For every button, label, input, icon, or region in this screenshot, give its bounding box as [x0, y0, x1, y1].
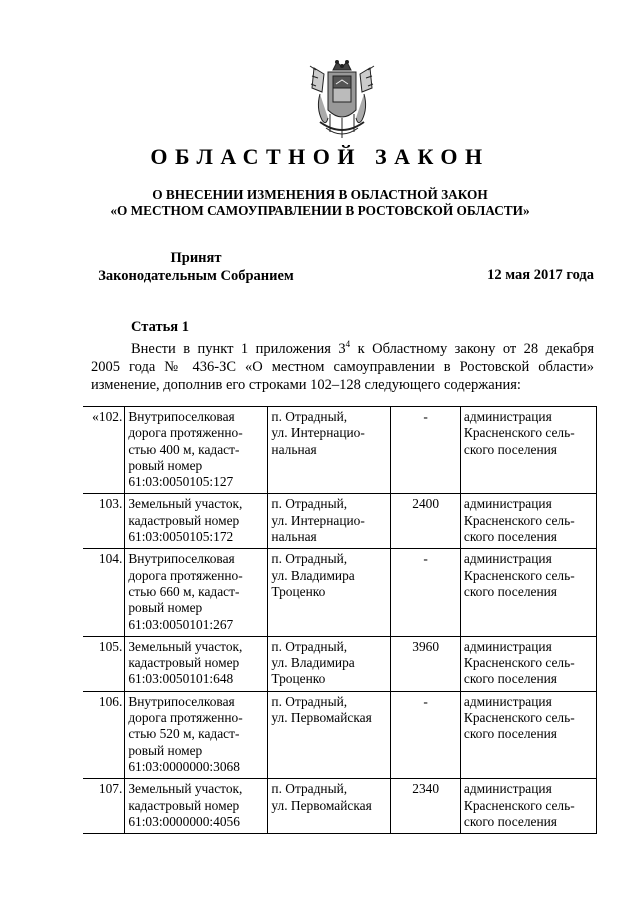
row-number: 104.: [83, 549, 125, 636]
object-cell: [125, 407, 268, 494]
object-cell-line: 61:03:0050105:127: [128, 474, 234, 490]
object-cell-line: стью 400 м, кадаст-: [128, 441, 240, 457]
owner-cell-line: Красненского сель-: [463, 425, 575, 441]
owner-cell-line: администрация: [463, 781, 552, 797]
owner-cell: [460, 494, 596, 549]
object-cell: [125, 636, 268, 691]
object-cell-line: кадастровый номер: [128, 797, 240, 813]
area-cell: -: [391, 691, 461, 778]
location-cell: [268, 549, 391, 636]
coat-of-arms-emblem: [306, 58, 378, 142]
location-cell-line: ул. Владимира: [271, 567, 355, 583]
owner-cell-line: администрация: [463, 638, 552, 654]
paragraph-line-3: изменение, дополнив его строками 102–128 следующего содержания:: [91, 377, 521, 393]
location-cell-line: нальная: [271, 529, 317, 545]
location-cell-line: п. Отрадный,: [271, 409, 348, 424]
location-cell-line: ул. Первомайская: [271, 710, 372, 726]
location-cell-line: Троценко: [271, 583, 326, 599]
object-cell-line: Внутрипоселковая: [128, 693, 235, 709]
owner-cell-line: ского поселения: [463, 726, 557, 742]
location-cell-line: ул. Интернацио-: [271, 425, 365, 441]
adoption-date: 12 мая 2017 года: [487, 267, 594, 283]
object-cell-line: дорога протяженно-: [128, 710, 243, 726]
owner-cell: [460, 549, 596, 636]
table-row: [83, 549, 597, 636]
object-cell-line: ровый номер: [128, 600, 203, 616]
object-cell-line: 61:03:0050101:267: [128, 616, 234, 632]
location-cell-line: п. Отрадный,: [271, 781, 348, 797]
object-cell-line: 61:03:0000000:4056: [128, 813, 240, 829]
object-cell-line: 61:03:0050101:648: [128, 671, 234, 687]
object-cell-line: Внутрипоселковая: [128, 551, 235, 567]
owner-cell-line: администрация: [463, 693, 552, 709]
owner-cell: [460, 407, 596, 494]
location-cell-line: ул. Интернацио-: [271, 512, 365, 528]
owner-cell: [460, 779, 596, 834]
adopted-label: Принят: [170, 250, 222, 266]
table-row: [83, 494, 597, 549]
object-cell: [125, 549, 268, 636]
area-cell: 3960: [391, 636, 461, 691]
location-cell: [268, 779, 391, 834]
law-subtitle-line2: «О МЕСТНОМ САМОУПРАВЛЕНИИ В РОСТОВСКОЙ ОБЛАСТИ»: [110, 203, 530, 218]
object-cell-line: кадастровый номер: [128, 655, 240, 671]
object-cell-line: дорога протяженно-: [128, 567, 243, 583]
object-cell-line: дорога протяженно-: [128, 425, 243, 441]
object-cell: [125, 779, 268, 834]
property-table: [83, 406, 597, 834]
object-cell-line: стью 660 м, кадаст-: [128, 583, 240, 599]
owner-cell-line: администрация: [463, 551, 552, 567]
owner-cell: [460, 636, 596, 691]
row-number: 103.: [83, 494, 125, 549]
area-cell: -: [391, 407, 461, 494]
table-row: [83, 691, 597, 778]
owner-cell-line: Красненского сель-: [463, 797, 575, 813]
owner-cell-line: Красненского сель-: [463, 567, 575, 583]
location-cell-line: п. Отрадный,: [271, 551, 348, 567]
owner-cell-line: Красненского сель-: [463, 512, 575, 528]
object-cell-line: Внутрипоселковая: [128, 409, 235, 424]
object-cell: [125, 691, 268, 778]
object-cell-line: 61:03:0050105:172: [128, 529, 234, 545]
object-cell: [125, 494, 268, 549]
object-cell-line: ровый номер: [128, 457, 203, 473]
object-cell-line: кадастровый номер: [128, 512, 240, 528]
table-row: [83, 779, 597, 834]
row-number: «102.: [83, 407, 125, 494]
object-cell-line: стью 520 м, кадаст-: [128, 726, 240, 742]
location-cell-line: нальная: [271, 441, 317, 457]
owner-cell-line: ского поселения: [463, 529, 557, 545]
owner-cell-line: ского поселения: [463, 813, 557, 829]
owner-cell-line: Красненского сель-: [463, 710, 575, 726]
location-cell: [268, 636, 391, 691]
owner-cell-line: Красненского сель-: [463, 655, 575, 671]
adoption-info: [91, 249, 301, 285]
owner-cell: [460, 691, 596, 778]
owner-cell-line: ского поселения: [463, 441, 557, 457]
paragraph-line-2: 2005 года № 436-ЗС «О местном самоуправлении в Ростовской области»: [91, 359, 594, 375]
location-cell: [268, 407, 391, 494]
row-number: 107.: [83, 779, 125, 834]
row-number: 106.: [83, 691, 125, 778]
location-cell: [268, 691, 391, 778]
table-row: [83, 636, 597, 691]
object-cell-line: ровый номер: [128, 742, 203, 758]
object-cell-line: 61:03:0000000:3068: [128, 758, 240, 774]
location-cell: [268, 494, 391, 549]
owner-cell-line: администрация: [463, 409, 552, 424]
paragraph-line-1: Внести в пункт 1 приложения $3^4$ к Областному закону от 28 декабря: [131, 339, 594, 357]
owner-cell-line: ского поселения: [463, 583, 557, 599]
article-paragraph: [91, 340, 594, 394]
location-cell-line: Троценко: [271, 671, 326, 687]
location-cell-line: п. Отрадный,: [271, 638, 348, 654]
location-cell-line: ул. Первомайская: [271, 797, 372, 813]
adopted-by: Законодательным Собранием: [98, 268, 294, 284]
area-cell: 2400: [391, 494, 461, 549]
row-number: 105.: [83, 636, 125, 691]
owner-cell-line: администрация: [463, 496, 552, 512]
law-subtitle-line1: О ВНЕСЕНИИ ИЗМЕНЕНИЯ В ОБЛАСТНОЙ ЗАКОН: [152, 187, 488, 202]
object-cell-line: Земельный участок,: [128, 638, 243, 654]
article-heading: Статья 1: [131, 319, 189, 335]
area-cell: -: [391, 549, 461, 636]
owner-cell-line: ского поселения: [463, 671, 557, 687]
table-row: [83, 407, 597, 494]
location-cell-line: ул. Владимира: [271, 655, 355, 671]
area-cell: 2340: [391, 779, 461, 834]
object-cell-line: Земельный участок,: [128, 781, 243, 797]
location-cell-line: п. Отрадный,: [271, 496, 348, 512]
law-title: ОБЛАСТНОЙ ЗАКОН: [150, 144, 490, 169]
location-cell-line: п. Отрадный,: [271, 693, 348, 709]
object-cell-line: Земельный участок,: [128, 496, 243, 512]
